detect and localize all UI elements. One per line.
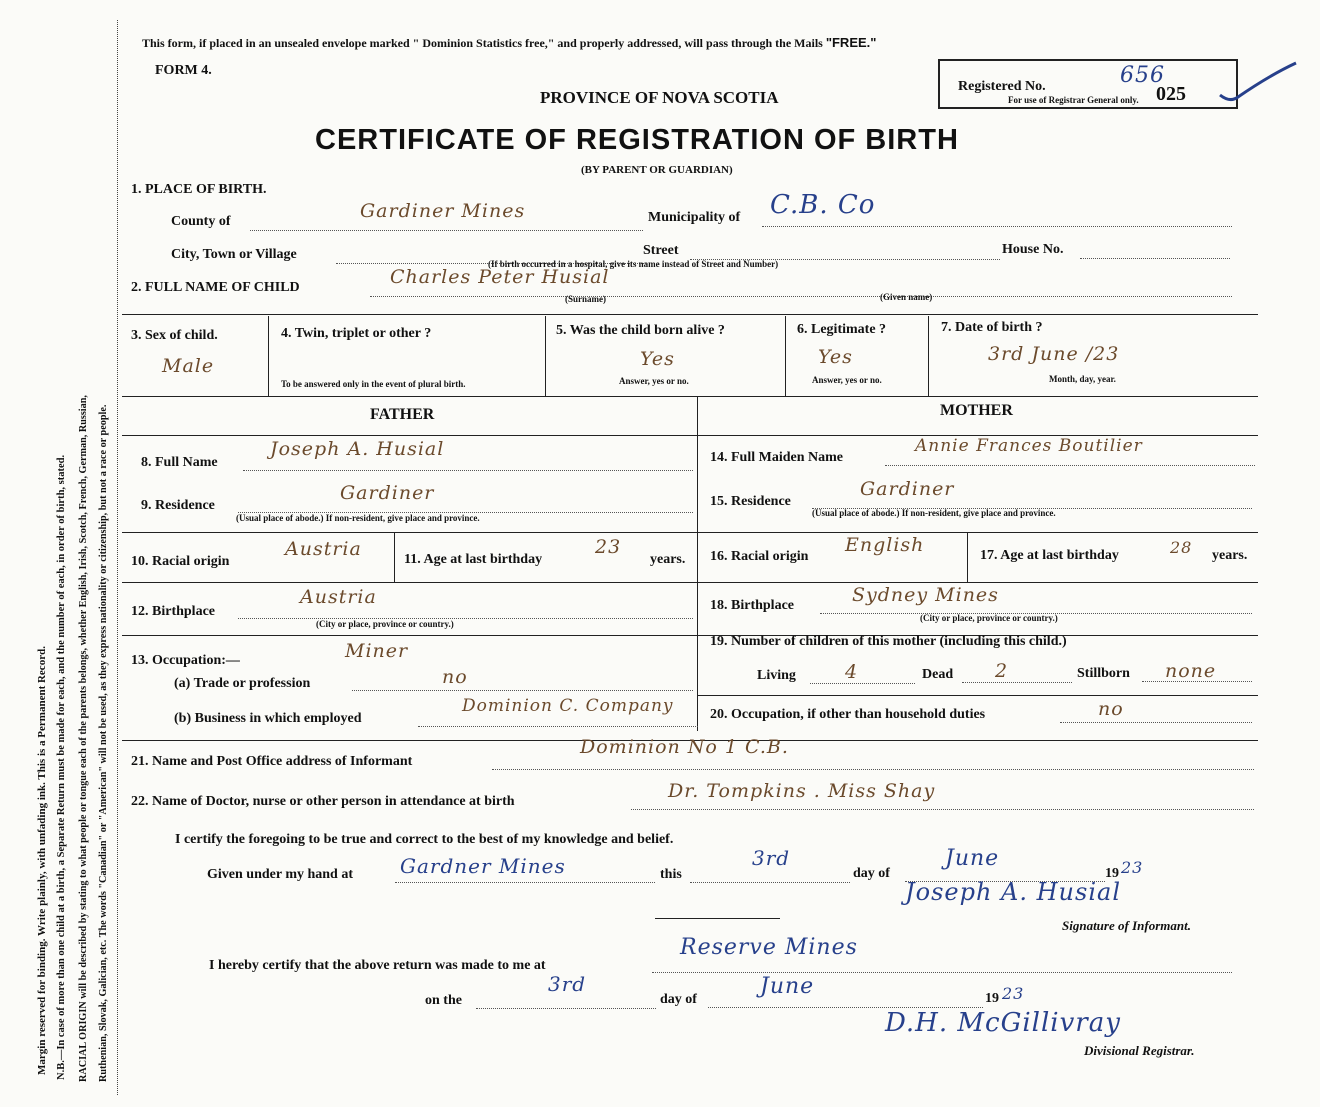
rule-row3 [122, 396, 1258, 397]
col-legit [928, 316, 929, 396]
dob-value: 3rd June /23 [988, 343, 1120, 365]
legit-note: Answer, yes or no. [812, 375, 882, 385]
county-line [250, 230, 643, 231]
informant-signature-caption: Signature of Informant. [1062, 918, 1191, 933]
on-the-label: on the [425, 993, 462, 1008]
mother-name-line [885, 465, 1255, 466]
registrar-day-line [476, 1008, 656, 1009]
this-line [690, 882, 850, 883]
registrar-note: For use of Registrar General only. [1008, 95, 1139, 105]
father-birthplace-note: (City or place, province or country.) [316, 619, 454, 629]
business-label: (b) Business in which employed [174, 711, 362, 726]
registrar-year-suffix: 23 [1002, 984, 1025, 1003]
municipality-label: Municipality of [648, 210, 741, 225]
father-residence-note: (Usual place of abode.) If non-resident, give place and province. [236, 513, 480, 523]
cert-year-prefix: 19 [1105, 866, 1119, 881]
registrar-day: 3rd [548, 972, 587, 996]
doctor-value: Dr. Tompkins . Miss Shay [668, 780, 936, 802]
rule-mid-3 [122, 582, 1258, 583]
mother-birthplace-note: (City or place, province or country.) [920, 613, 1058, 623]
this-label: this [660, 867, 682, 882]
col-father-age [394, 532, 395, 582]
business-value: Dominion C. Company [462, 696, 674, 716]
mother-racial-value: English [845, 534, 925, 556]
col-mother-age [967, 532, 968, 582]
margin-note-4: Ruthenian, Slovak, Galician, etc. The words "Canadian" or "American" will not be used, as they express nationality or citizenship, but not a race or people. [98, 404, 109, 1082]
cert-month: June [945, 846, 1000, 871]
alive-label: 5. Was the child born alive ? [556, 323, 725, 338]
father-birthplace-label: 12. Birthplace [131, 604, 215, 619]
col-twin [545, 316, 546, 396]
father-name-value: Joseph A. Husial [270, 438, 445, 460]
business-line [418, 726, 698, 727]
mother-name-value: Annie Frances Boutilier [915, 436, 1143, 456]
doctor-line [631, 809, 1254, 810]
col-sex [268, 316, 269, 396]
sex-value: Male [162, 355, 215, 377]
certificate-subtitle: (BY PARENT OR GUARDIAN) [581, 164, 733, 176]
cert-day-of-label: day of [853, 866, 890, 881]
check-mark-icon [1210, 55, 1300, 115]
child-name-line [370, 296, 1232, 297]
rule-top [122, 314, 1258, 315]
informant-label: 21. Name and Post Office address of Informant [131, 754, 413, 769]
registered-label: Registered No. [958, 79, 1046, 94]
registered-value: 656 [1120, 63, 1165, 88]
given-note: (Given name) [880, 292, 933, 302]
child-name-value: Charles Peter Husial [390, 266, 610, 288]
postal-free: "FREE." [825, 35, 877, 50]
alive-note: Answer, yes or no. [619, 376, 689, 386]
certificate-title: CERTIFICATE OF REGISTRATION OF BIRTH [315, 124, 959, 156]
form-number: FORM 4. [155, 63, 212, 78]
legit-label: 6. Legitimate ? [797, 322, 887, 337]
margin-note-3: RACIAL ORIGIN will be described by stating to what people or tongue each of the parents belongs, whether English, Irish, Scotch, French, German, Russian, [78, 395, 89, 1082]
child-name-label: 2. FULL NAME OF CHILD [131, 280, 300, 295]
house-label: House No. [1002, 242, 1064, 257]
given-line [395, 882, 655, 883]
given-place: Gardner Mines [400, 854, 566, 878]
registrar-place-line [652, 972, 1232, 973]
father-birthplace-value: Austria [300, 586, 377, 608]
binding-margin-line [117, 20, 118, 1095]
registrar-number: 025 [1156, 83, 1186, 105]
alive-value: Yes [640, 348, 675, 370]
registered-box [938, 59, 1238, 109]
stillborn-label: Stillborn [1077, 666, 1130, 681]
mother-occupation-label: 20. Occupation, if other than household duties [710, 707, 986, 722]
mother-birthplace-label: 18. Birthplace [710, 598, 794, 613]
living-value: 4 [845, 661, 859, 683]
father-residence-value: Gardiner [340, 482, 435, 504]
father-racial-label: 10. Racial origin [131, 554, 230, 569]
place-label: 1. PLACE OF BIRTH. [131, 182, 267, 197]
street-label: Street [643, 243, 679, 258]
municipality-value: C.B. Co [770, 190, 876, 220]
father-racial-value: Austria [285, 538, 362, 560]
registrar-statement: I hereby certify that the above return was made to me at [209, 958, 546, 973]
father-heading: FATHER [370, 406, 435, 423]
mother-residence-label: 15. Residence [710, 494, 791, 509]
father-age-value: 23 [595, 536, 622, 558]
registrar-caption: Divisional Registrar. [1084, 1043, 1195, 1058]
father-birthplace-line [238, 618, 693, 619]
trade-value: no [442, 666, 468, 688]
father-name-label: 8. Full Name [141, 455, 218, 470]
father-name-line [243, 470, 693, 471]
trade-line [352, 690, 693, 691]
father-occupation-value: Miner [345, 640, 409, 662]
col-center [697, 396, 698, 731]
house-line [1080, 258, 1230, 259]
mother-name-label: 14. Full Maiden Name [710, 450, 843, 465]
dead-line [962, 682, 1072, 683]
col-alive [785, 316, 786, 396]
registrar-signature: D.H. McGillivray [885, 1008, 1121, 1038]
rule-mid-5 [697, 695, 1258, 696]
informant-line [492, 769, 1254, 770]
rule-mid-4 [122, 635, 1258, 636]
mother-racial-label: 16. Racial origin [710, 549, 809, 564]
sex-label: 3. Sex of child. [131, 328, 218, 343]
father-residence-label: 9. Residence [141, 498, 215, 513]
province-title: PROVINCE OF NOVA SCOTIA [540, 88, 779, 107]
registrar-year-prefix: 19 [985, 991, 999, 1006]
living-line [810, 683, 915, 684]
city-label: City, Town or Village [171, 247, 297, 262]
father-occupation-label: 13. Occupation:— [131, 653, 240, 668]
informant-signature: Joseph A. Husial [905, 878, 1121, 906]
living-label: Living [757, 668, 796, 683]
stillborn-value: none [1165, 660, 1217, 682]
doctor-label: 22. Name of Doctor, nurse or other person in attendance at birth [131, 794, 515, 809]
municipality-line [762, 226, 1232, 227]
mother-residence-note: (Usual place of abode.) If non-resident, give place and province. [812, 508, 1056, 518]
dead-value: 2 [995, 660, 1009, 682]
mother-age-label: 17. Age at last birthday [980, 548, 1119, 563]
certify-statement: I certify the foregoing to be true and correct to the best of my knowledge and belief. [175, 832, 674, 847]
registrar-place: Reserve Mines [680, 935, 858, 960]
postal-note [142, 35, 876, 51]
surname-note: (Surname) [565, 294, 606, 304]
county-label: County of [171, 214, 231, 229]
mother-residence-value: Gardiner [860, 478, 955, 500]
registrar-day-of-label: day of [660, 992, 697, 1007]
street-note: (If birth occurred in a hospital, give its name instead of Street and Number) [488, 259, 779, 269]
twin-note: To be answered only in the event of plural birth. [281, 379, 466, 389]
dead-label: Dead [922, 667, 954, 682]
mother-occupation-line [1060, 722, 1252, 723]
informant-sig-line [655, 918, 780, 919]
father-years: years. [650, 552, 686, 567]
mother-occupation-value: no [1098, 698, 1124, 720]
mother-years: years. [1212, 548, 1248, 563]
mother-heading: MOTHER [940, 402, 1013, 419]
rule-mid-2 [122, 532, 1258, 533]
trade-label: (a) Trade or profession [174, 676, 311, 691]
county-value: Gardiner Mines [360, 200, 526, 222]
margin-note-2: N.B.—In case of more than one child at a birth, a Separate Return must be made for each, and the number of each, in order of birth, stated. [56, 454, 67, 1080]
informant-value: Dominion No 1 C.B. [580, 736, 789, 758]
legit-value: Yes [818, 346, 853, 368]
given-label: Given under my hand at [207, 867, 353, 882]
mother-birthplace-value: Sydney Mines [852, 584, 999, 606]
twin-label: 4. Twin, triplet or other ? [281, 326, 432, 341]
this-day: 3rd [752, 846, 791, 870]
dob-note: Month, day, year. [1049, 374, 1116, 384]
mother-age-value: 28 [1170, 538, 1193, 557]
father-age-label: 11. Age at last birthday [404, 552, 543, 567]
registrar-month: June [760, 974, 815, 999]
margin-note-1: Margin reserved for binding. Write plainly, with unfading ink. This is a Permanent Record. [36, 646, 48, 1075]
dob-label: 7. Date of birth ? [941, 320, 1043, 335]
children-label: 19. Number of children of this mother (including this child.) [710, 634, 1067, 649]
postal-note-text: This form, if placed in an unsealed envelope marked " Dominion Statistics free," and properly addressed, will pass through the Mails [142, 36, 823, 50]
cert-year-suffix: 23 [1121, 858, 1144, 877]
